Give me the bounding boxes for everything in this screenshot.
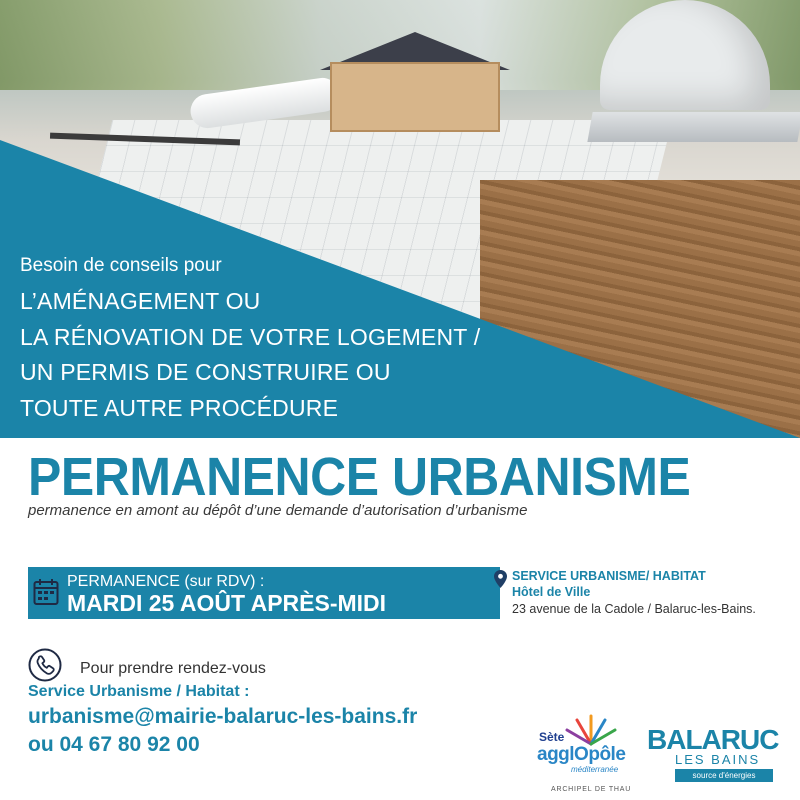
map-pin-icon [494, 570, 507, 588]
laptop [587, 112, 800, 142]
hero-line: UN PERMIS DE CONSTRUIRE OU [20, 359, 391, 385]
hero-text-block [20, 254, 480, 426]
contact-prompt: Pour prendre rendez-vous [80, 660, 266, 677]
contact-email-link[interactable]: urbanisme@mairie-balaruc-les-bains.fr [28, 705, 418, 728]
balaruc-les-bains-logo [647, 724, 779, 784]
agglo-logo-line4: ARCHIPEL DE THAU [551, 786, 632, 793]
balaruc-logo-tagline: source d'énergies [675, 769, 773, 782]
sun-burst-icon [561, 712, 621, 746]
hero-line: L’AMÉNAGEMENT OU [20, 288, 261, 314]
page-title: PERMANENCE URBANISME [28, 447, 691, 507]
contact-phone-number[interactable]: ou 04 67 80 92 00 [28, 733, 200, 756]
hero-intro: Besoin de conseils pour [20, 255, 222, 276]
hero-line: TOUTE AUTRE PROCÉDURE [20, 394, 339, 421]
agglo-logo-line2: agglOpôle [537, 744, 626, 765]
location-building: Hôtel de Ville [512, 585, 591, 599]
phone-icon [28, 648, 62, 682]
location-address: 23 avenue de la Cadole / Balaruc-les-Bains. [512, 602, 756, 616]
calendar-icon [33, 578, 59, 606]
hero-line: LA RÉNOVATION DE VOTRE LOGEMENT / [20, 323, 481, 350]
location-service: SERVICE URBANISME/ HABITAT [512, 569, 706, 583]
appointment-date: MARDI 25 AOÛT APRÈS-MIDI [67, 590, 387, 616]
sete-agglopole-logo [535, 712, 635, 798]
contact-service: Service Urbanisme / Habitat : [28, 683, 250, 700]
agglo-logo-line1: Sète [539, 730, 565, 744]
balaruc-logo-sub: LES BAINS [675, 752, 761, 767]
balaruc-logo-name: BALARUC [647, 724, 779, 755]
model-house [330, 62, 500, 132]
appointment-banner [28, 567, 500, 619]
page-subtitle: permanence en amont au dépôt d’une demande d’autorisation d’urbanisme [28, 502, 528, 519]
agglo-logo-line3: méditerranée [571, 765, 619, 774]
appointment-label: PERMANENCE (sur RDV) : [67, 573, 265, 590]
